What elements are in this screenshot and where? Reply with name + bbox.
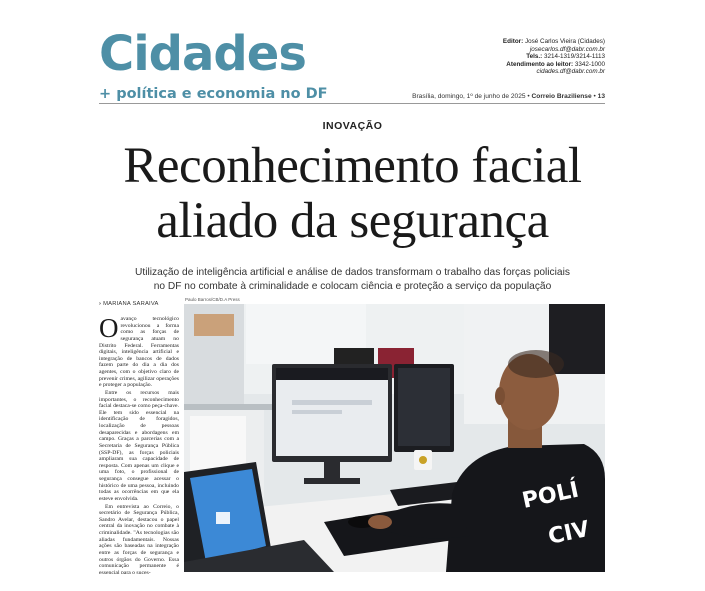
deck-line-1: Utilização de inteligência artificial e análise de dados transformam o trabalho das forças policiais [135, 267, 570, 278]
dateline-text: Brasília, domingo, 1º de junho de 2025 • [412, 93, 530, 100]
article-kicker: INOVAÇÃO [322, 120, 383, 132]
article-body [99, 316, 179, 574]
editor-info [385, 38, 605, 76]
article-deck [120, 266, 585, 293]
photo-illustration [184, 304, 605, 572]
paragraph-3: Em entrevista ao Correio, o secretário de Segurança Pública, Sandro Avelar, destacou o papel central da inovação no combate à criminalidade. "As tecnologias são aliadas fundamentais. Nossas ações são baseadas na integração entre as forças de segurança e outros órgãos do Governo. Essa comunicação permanente é essencial para o suces- [99, 503, 179, 574]
paragraph-1: avanço tecnológico revolucionou a forma como as forças de segurança atuam no Distrito Federal. Ferramentas digitais, inteligência artificial e integração de bancos de dados fazem parte do dia a dia dos agentes, com o objetivo claro de prevenir crimes, agilizar operações e proteger a população. [99, 316, 179, 389]
byline-author: MARIANA SARAIVA [103, 301, 159, 307]
paragraph-2: Entre os recursos mais importantes, o reconhecimento facial destaca-se como peça-chave. Ele tem sido essencial na identificação de foragidos, localização de pessoas desaparecidas e abordagens em campo. Graças a parcerias com a Secretaria de Segurança Pública (SSP-DF), as forças policiais ampliaram sua capacidade de resposta. Com apenas um clique e uma foto, o profissional de segurança consegue acessar o histórico de uma pessoa, incluindo todas as ocorrências em que ela esteve envolvida. [99, 389, 179, 502]
drop-cap: O [99, 316, 119, 343]
article-photo [184, 304, 605, 572]
newspaper-name: Correio Braziliense [531, 93, 592, 100]
editor-label: Editor: [502, 38, 524, 45]
dateline: Brasília, domingo, 1º de junho de 2025 • Correio Braziliense • 13 [412, 93, 605, 100]
headline-line-1: Reconhecimento facial [123, 138, 582, 194]
uniform-text-1: POLÍ [520, 477, 582, 514]
section-subtitle: + política e economia no DF [99, 86, 328, 102]
editor-email: josecarlos.df@dabr.com.br [529, 45, 605, 53]
headline-line-2: aliado da segurança [156, 193, 549, 249]
article-headline [60, 139, 645, 249]
phone-numbers: 3214-1319/3214-1113 [543, 53, 605, 61]
phone-label: Tels.: [526, 53, 543, 61]
service-phone: 3342-1000 [574, 60, 605, 68]
editor-name: José Carlos Vieira (Cidades) [524, 38, 605, 45]
service-label: Atendimento ao leitor: [506, 60, 574, 68]
deck-line-2: no DF no combate à criminalidade e colocam ciência e proteção a serviço da população [153, 280, 552, 292]
section-title: Cidades [99, 26, 306, 82]
service-email: cidades.df@dabr.com.br [536, 68, 605, 76]
masthead-rule [99, 103, 605, 104]
photo-credit: Paulo Barros/CB/D.A Press [185, 297, 240, 302]
page-number: 13 [597, 93, 605, 100]
byline: › MARIANA SARAIVA [99, 301, 159, 307]
uniform-text-2: CIV [546, 516, 592, 550]
